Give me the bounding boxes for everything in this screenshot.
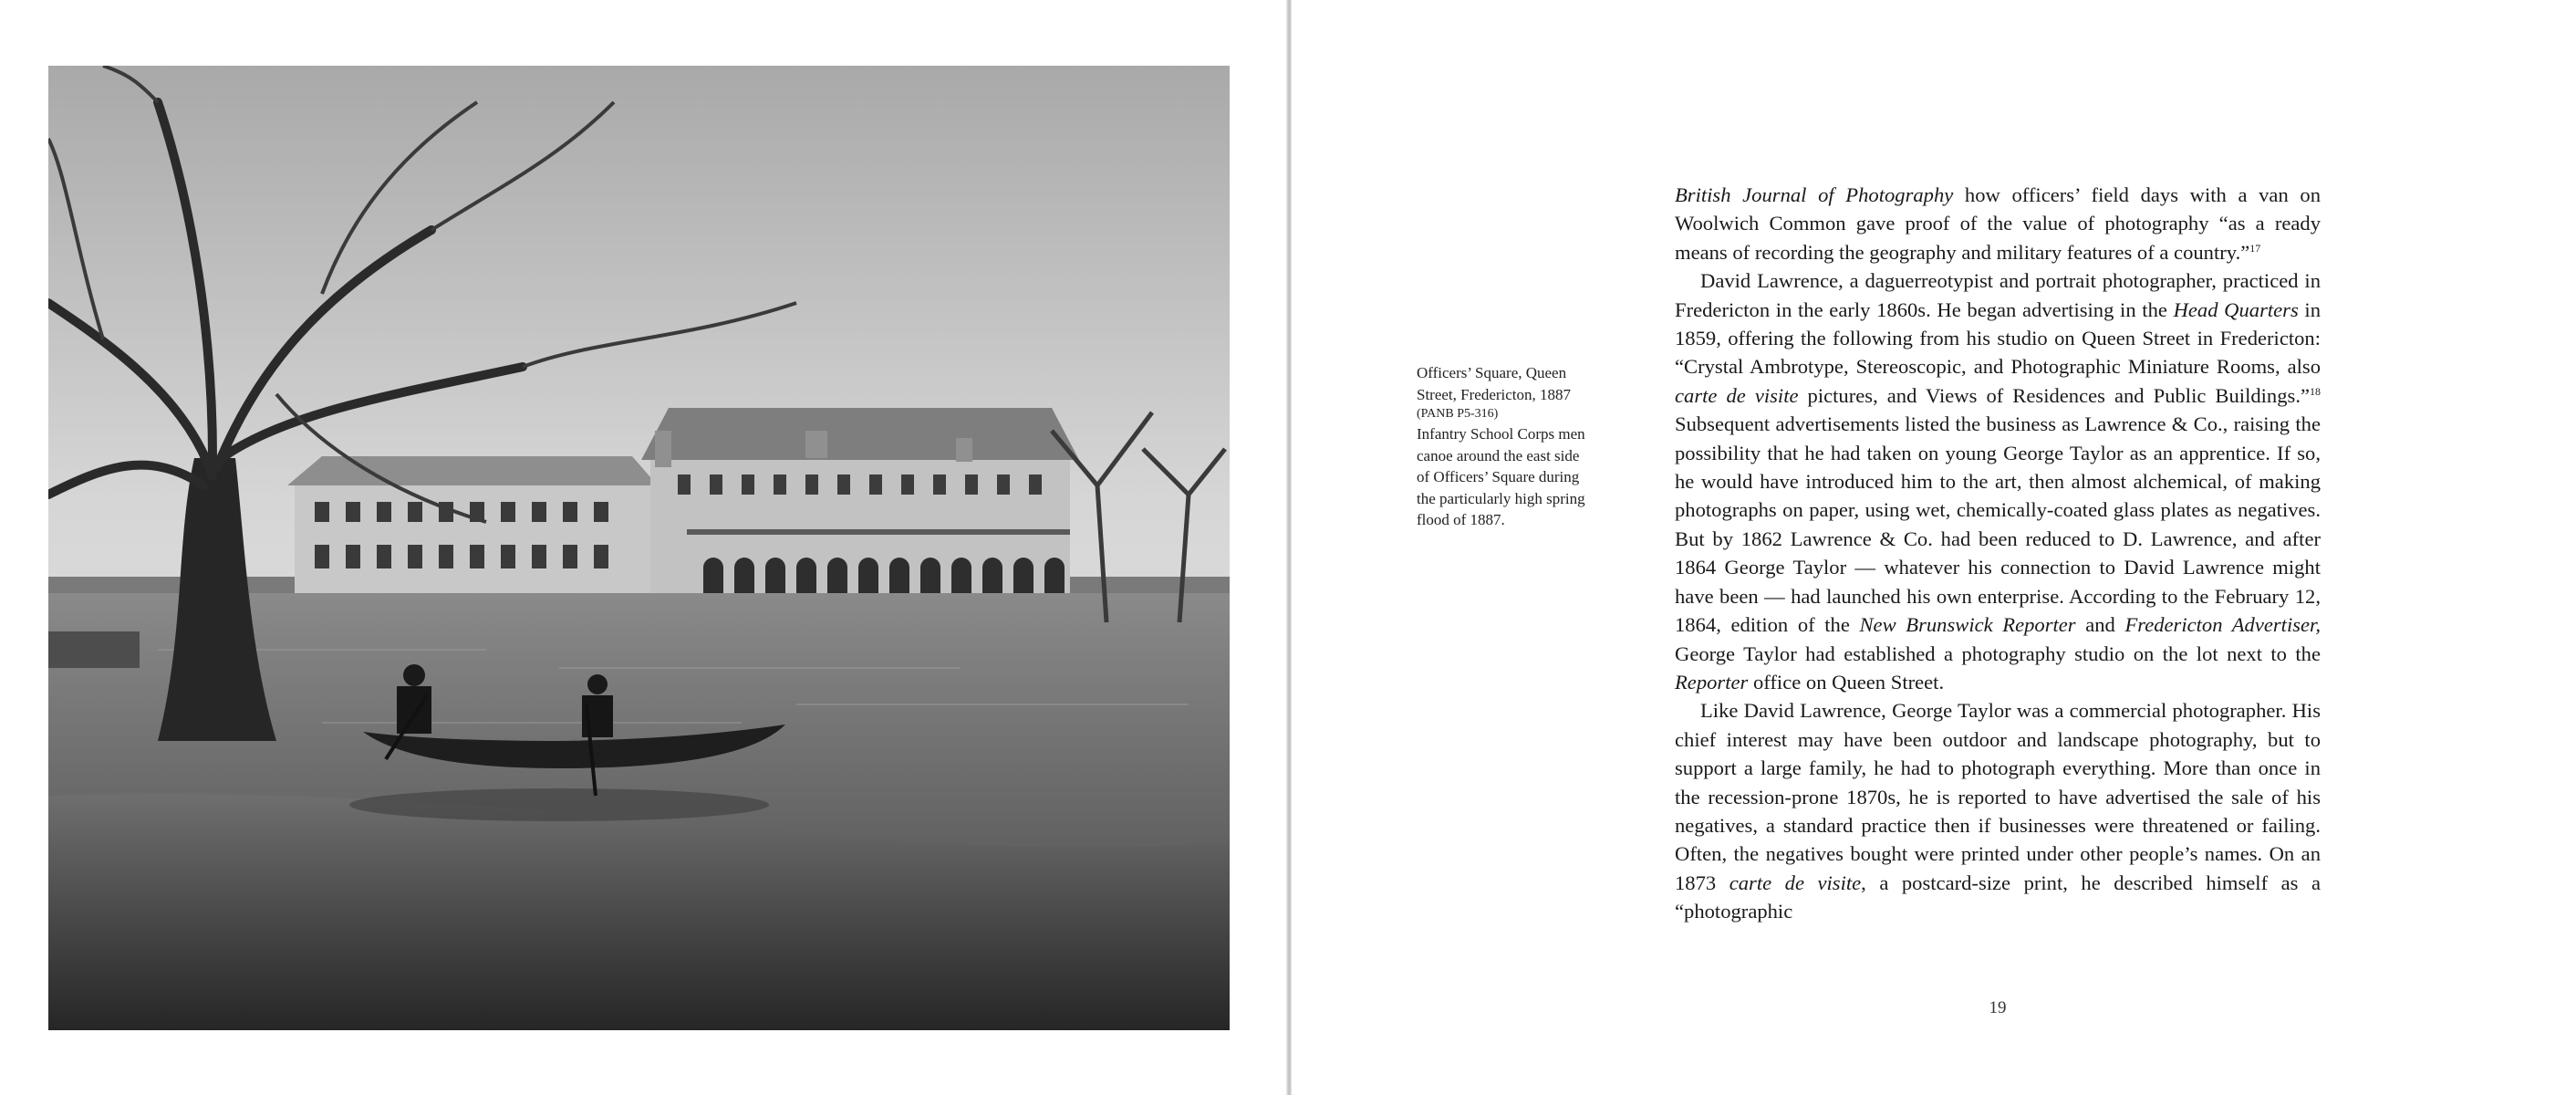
journal-title: British Journal of Photography: [1675, 183, 1954, 206]
left-page: [0, 0, 1286, 1095]
photo-icon: [48, 66, 1230, 1030]
caption-body-line: flood of 1887.: [1417, 511, 1505, 528]
paragraph-text: and: [2075, 613, 2125, 637]
paragraph-3: [1675, 696, 2321, 925]
italic-text: Reporter: [1675, 670, 1749, 694]
italic-text: Head Quarters: [2173, 297, 2299, 321]
paragraph-text: office on Queen Street.: [1748, 670, 1945, 694]
caption-body-line: the particularly high spring: [1417, 489, 1585, 507]
italic-text: carte de visite: [1675, 383, 1799, 407]
photo-caption: [1417, 362, 1617, 531]
caption-body-line: of Officers’ Square during: [1417, 468, 1580, 485]
paragraph-text: David Lawrence, a daguerreotypist and portrait photographer, practiced in Fredericton in the early 1860s. He began advertising in the: [1675, 269, 2321, 321]
page-number: 19: [1989, 998, 2007, 1017]
paragraph-1: [1675, 181, 2321, 266]
italic-text: Fredericton Advertiser,: [2124, 613, 2321, 637]
caption-body-line: Infantry School Corps men: [1417, 425, 1585, 443]
paragraph-text: , a postcard-size print, he described himself as a “photographic: [1675, 871, 2321, 923]
paragraph-2: [1675, 266, 2321, 696]
paragraph-text: how officers’ field days with a van on Woolwich Common gave proof of the value of photography “as a ready means of recording the geography and military features of a country.”: [1675, 183, 2321, 264]
paragraph-text: pictures, and Views of Residences and Public Buildings.”: [1798, 383, 2310, 407]
italic-text: carte de visite: [1729, 871, 1862, 894]
caption-body-line: canoe around the east side: [1417, 446, 1580, 464]
paragraph-text: Like David Lawrence, George Taylor was a commercial photographer. His chief interest may have been outdoor and landscape photography, but to support a large family, he had to photograph everything. More than once in the recession-prone 1870s, he is reported to have advertised the sale of his negatives, a standard practice then if businesses were threatened or failing. Often, the negatives bought were printed under other people’s names. On an 1873: [1675, 699, 2321, 894]
caption-title-line: Officers’ Square, Queen: [1417, 364, 1567, 381]
footnote-marker: 17: [2249, 241, 2261, 255]
paragraph-text: in 1859, offering the following from his studio on Queen Street in Fredericton: “Crystal Ambrotype, Stereoscopic, and Photographic Miniature Rooms, also: [1675, 297, 2321, 379]
historical-photograph: [48, 66, 1230, 1030]
paragraph-text: George Taylor had established a photography studio on the lot next to the: [1675, 641, 2321, 665]
italic-text: New Brunswick Reporter: [1859, 613, 2076, 637]
body-text: [1675, 181, 2321, 926]
caption-title-line: Street, Fredericton, 1887: [1417, 385, 1572, 403]
paragraph-text: Subsequent advertisements listed the business as Lawrence & Co., raising the possibility that he had taken on young George Taylor as an apprentice. If so, he would have introduced him to the art, then almost alchemical, of making photographs on paper, using wet, chemically-coated glass plates as negatives. But by 1862 Lawrence & Co. had been reduced to D. Lawrence, and after 1864 George Taylor — whatever his connection to David Lawrence might have been — had launched his own enterprise. According to the February 12, 1864, edition of the: [1675, 412, 2321, 637]
footnote-marker: 18: [2310, 384, 2321, 398]
caption-credit: (PANB P5-316): [1417, 407, 1499, 421]
